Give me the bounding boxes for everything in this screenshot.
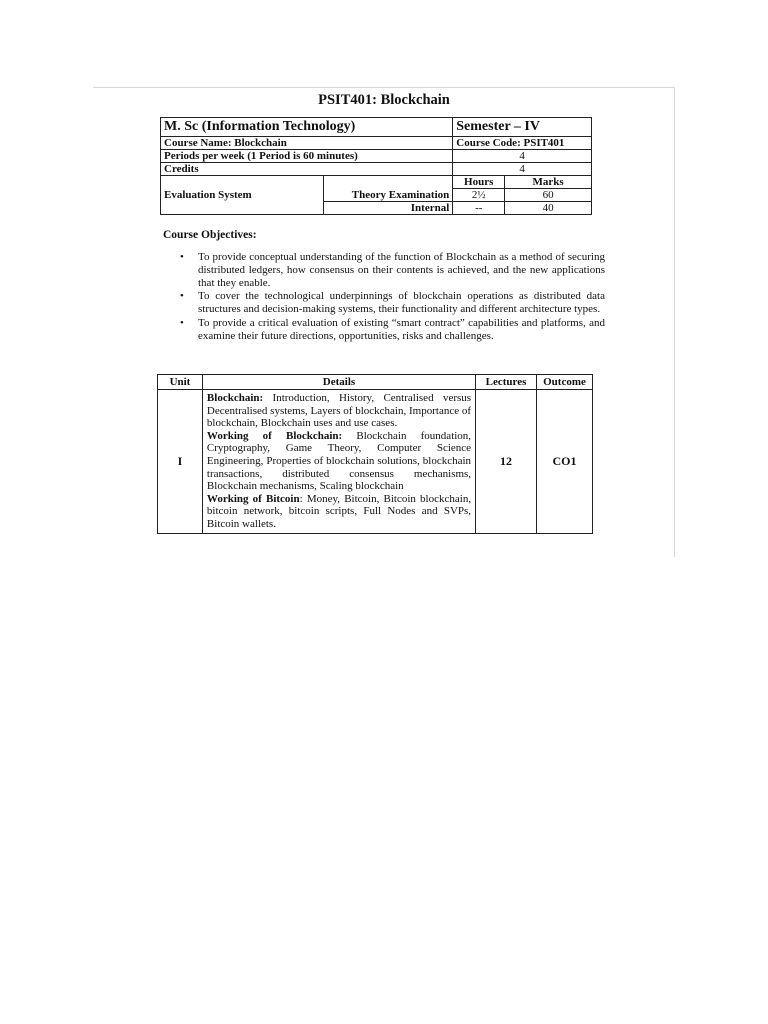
lectures-header: Lectures: [476, 375, 537, 390]
objective-text: To cover the technological underpinnings of blockchain operations as distributed data structures and decision-making systems, their functionality and different architecture types.: [198, 290, 605, 316]
objectives-heading: Course Objectives:: [163, 229, 257, 241]
hours-header: Hours: [453, 176, 505, 189]
bullet-icon: •: [180, 316, 184, 329]
bullet-icon: •: [180, 290, 184, 303]
unit-details: [202, 390, 475, 534]
details-block: [207, 392, 471, 430]
internal-label: Internal: [323, 202, 453, 215]
details-block: [207, 430, 471, 493]
units-table: [157, 374, 593, 534]
details-block: [207, 493, 471, 531]
details-heading: Blockchain:: [206, 392, 264, 404]
credits-label: Credits: [161, 163, 453, 176]
theory-exam-label: Theory Examination: [323, 189, 453, 202]
objective-text: To provide conceptual understanding of the function of Blockchain as a method of securing distributed ledgers, how consensus on their contents is achieved, and the new applications that they enable.: [198, 251, 605, 289]
details-heading: Working of Blockchain:: [206, 429, 343, 442]
internal-hours: --: [453, 202, 505, 215]
details-text: Blockchain foundation, Cryptography, Game Theory, Computer Science Engineering, Properties of blockchain solutions, blockchain transactions, distributed consensus mechanisms, Blockchain mechanisms, Scaling blockchain: [206, 429, 472, 493]
details-text: Introduction, History, Centralised versus Decentralised systems, Layers of blockchain, Importance of blockchain, Blockchain uses and use cases.: [206, 392, 472, 430]
theory-marks: 60: [505, 189, 592, 202]
objective-item: [163, 317, 605, 343]
unit-header: Unit: [158, 375, 203, 390]
course-info-table: [160, 117, 592, 215]
lectures-count: 12: [476, 390, 537, 534]
evaluation-label: Evaluation System: [161, 176, 324, 215]
bullet-icon: •: [180, 251, 184, 263]
outcome-code: CO1: [537, 390, 593, 534]
objectives-list: [163, 251, 605, 344]
internal-marks: 40: [505, 202, 592, 215]
semester: Semester – IV: [453, 118, 592, 137]
marks-header: Marks: [505, 176, 592, 189]
periods-value: 4: [453, 150, 592, 163]
course-name: Course Name: Blockchain: [161, 137, 453, 150]
credits-value: 4: [453, 163, 592, 176]
program-name: M. Sc (Information Technology): [161, 118, 453, 137]
details-text: : Money, Bitcoin, Bitcoin blockchain, bitcoin network, bitcoin scripts, Full Nodes and SVPs, Bitcoin wallets.: [206, 492, 472, 530]
page-top-edge: [93, 87, 675, 88]
details-header: Details: [202, 375, 475, 390]
course-code: Course Code: PSIT401: [453, 137, 592, 150]
outcome-header: Outcome: [537, 375, 593, 390]
page-right-edge: [674, 87, 675, 557]
objective-item: [163, 290, 605, 316]
theory-hours: 2½: [453, 189, 505, 202]
document-title: PSIT401: Blockchain: [318, 92, 450, 108]
objective-text: To provide a critical evaluation of existing “smart contract” capabilities and platforms, and examine their future directions, opportunities, risks and challenges.: [198, 316, 605, 342]
unit-number: I: [158, 390, 203, 534]
details-heading: Working of Bitcoin: [206, 492, 300, 505]
table-row: [158, 390, 593, 534]
objective-item: [163, 251, 605, 289]
periods-label: Periods per week (1 Period is 60 minutes): [161, 150, 453, 163]
